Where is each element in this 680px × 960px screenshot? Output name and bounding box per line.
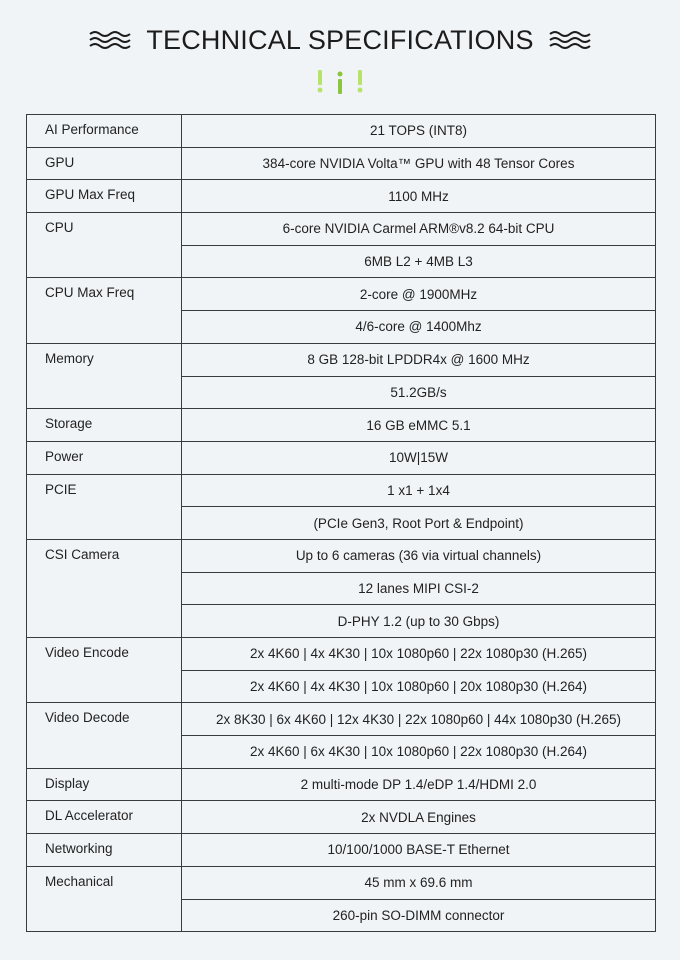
- page-header: [0, 18, 680, 62]
- spec-value: 2x 4K60 | 6x 4K30 | 10x 1080p60 | 22x 1080p30 (H.264): [182, 736, 656, 769]
- spec-value: (PCIe Gen3, Root Port & Endpoint): [182, 507, 656, 540]
- spec-table: [26, 114, 656, 932]
- table-row: [27, 539, 656, 572]
- table-row: [27, 115, 656, 148]
- i-mark-icon: [336, 70, 344, 94]
- table-row: [27, 474, 656, 507]
- spec-value: 21 TOPS (INT8): [182, 115, 656, 148]
- exclamation-icon: [316, 70, 324, 94]
- spec-value: 6-core NVIDIA Carmel ARM®v8.2 64-bit CPU: [182, 213, 656, 246]
- spec-label: Video Decode: [27, 703, 182, 768]
- table-row: [27, 213, 656, 246]
- table-row: [27, 278, 656, 311]
- spec-value: 10/100/1000 BASE-T Ethernet: [182, 834, 656, 867]
- table-row: [27, 441, 656, 474]
- spec-value: 260-pin SO-DIMM connector: [182, 899, 656, 932]
- spec-value: 2x 4K60 | 4x 4K30 | 10x 1080p60 | 20x 1080p30 (H.264): [182, 670, 656, 703]
- spec-value: D-PHY 1.2 (up to 30 Gbps): [182, 605, 656, 638]
- table-row: [27, 768, 656, 801]
- spec-label: Video Encode: [27, 638, 182, 703]
- spec-label: Networking: [27, 834, 182, 867]
- table-row: [27, 343, 656, 376]
- spec-value: 10W|15W: [182, 441, 656, 474]
- spec-label: PCIE: [27, 474, 182, 539]
- spec-value: 6MB L2 + 4MB L3: [182, 245, 656, 278]
- table-row: [27, 703, 656, 736]
- table-row: [27, 147, 656, 180]
- spec-value: 8 GB 128-bit LPDDR4x @ 1600 MHz: [182, 343, 656, 376]
- spec-label: GPU Max Freq: [27, 180, 182, 213]
- spec-value: 16 GB eMMC 5.1: [182, 409, 656, 442]
- spec-value: Up to 6 cameras (36 via virtual channels): [182, 539, 656, 572]
- spec-value: 2 multi-mode DP 1.4/eDP 1.4/HDMI 2.0: [182, 768, 656, 801]
- spec-value: 2x NVDLA Engines: [182, 801, 656, 834]
- table-row: [27, 801, 656, 834]
- spec-label: Memory: [27, 343, 182, 408]
- wave-icon: [88, 29, 132, 51]
- spec-value: 2-core @ 1900MHz: [182, 278, 656, 311]
- spec-value: 2x 4K60 | 4x 4K30 | 10x 1080p60 | 22x 1080p30 (H.265): [182, 638, 656, 671]
- spec-value: 384-core NVIDIA Volta™ GPU with 48 Tensor Cores: [182, 147, 656, 180]
- spec-label: GPU: [27, 147, 182, 180]
- page-title: TECHNICAL SPECIFICATIONS: [146, 24, 534, 55]
- spec-value: 1 x1 + 1x4: [182, 474, 656, 507]
- exclamation-icon: [356, 70, 364, 94]
- table-row: [27, 638, 656, 671]
- table-row: [27, 834, 656, 867]
- spec-label: Mechanical: [27, 866, 182, 931]
- wave-icon: [548, 29, 592, 51]
- table-row: [27, 409, 656, 442]
- spec-label: CPU Max Freq: [27, 278, 182, 343]
- spec-label: Power: [27, 441, 182, 474]
- spec-value: 4/6-core @ 1400Mhz: [182, 311, 656, 344]
- spec-label: DL Accelerator: [27, 801, 182, 834]
- spec-value: 2x 8K30 | 6x 4K60 | 12x 4K30 | 22x 1080p60 | 44x 1080p30 (H.265): [182, 703, 656, 736]
- spec-label: CPU: [27, 213, 182, 278]
- table-row: [27, 180, 656, 213]
- spec-label: CSI Camera: [27, 539, 182, 637]
- spec-value: 1100 MHz: [182, 180, 656, 213]
- spec-label: Storage: [27, 409, 182, 442]
- decorative-marks: [0, 64, 680, 94]
- table-row: [27, 866, 656, 899]
- spec-value: 45 mm x 69.6 mm: [182, 866, 656, 899]
- spec-label: Display: [27, 768, 182, 801]
- spec-value: 12 lanes MIPI CSI-2: [182, 572, 656, 605]
- spec-value: 51.2GB/s: [182, 376, 656, 409]
- spec-label: AI Performance: [27, 115, 182, 148]
